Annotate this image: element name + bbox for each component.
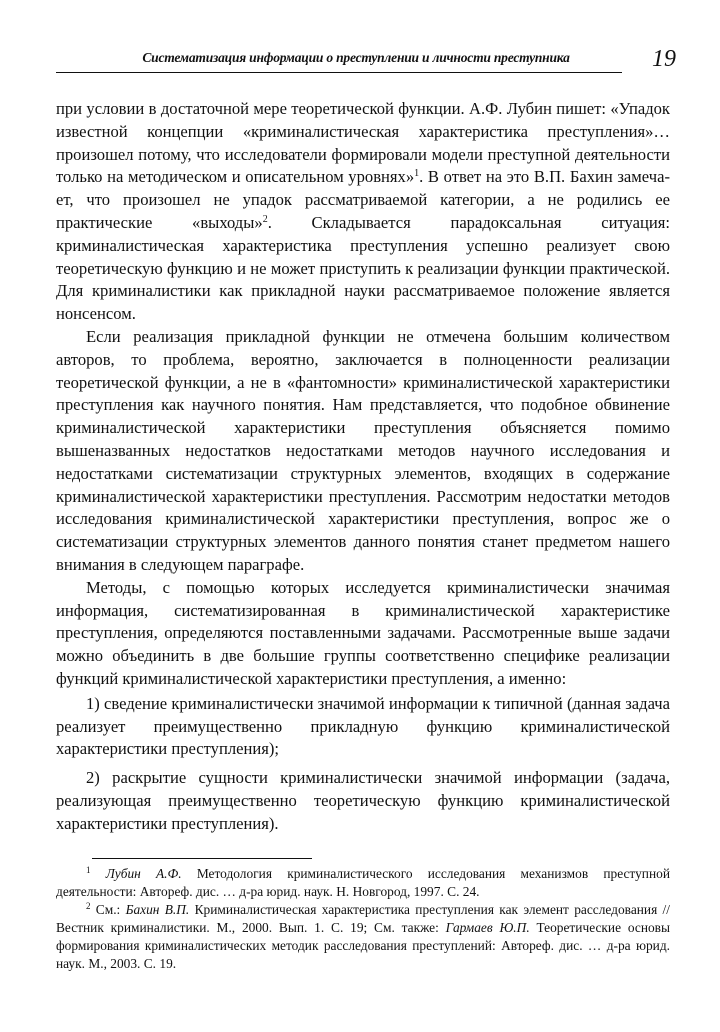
footnote-2 — [56, 901, 670, 973]
footnote-ref-1: 1 — [414, 168, 420, 180]
paragraph-1 — [56, 98, 670, 326]
paragraph-1-part-a: при условии в достаточной мере теоретической функции. А.Ф. Лубин пишет: «Упадок известной концепции «криминалистическая характеристика преступления»… произошел потому, что исследователи формировали модели преступной деятельности только на методическом и описательном уровнях» — [56, 99, 670, 187]
footnote-2-text-1: Криминалистическая характеристика преступления как элемент расследования // Вестник криминалистики. М., 2000. Вып. 1. С. 19; См. также: — [56, 902, 670, 935]
footnote-1-author: Лубин А.Ф. — [105, 866, 182, 881]
footnote-rule — [92, 858, 312, 859]
footnote-1 — [56, 865, 670, 901]
page-number: 19 — [652, 46, 676, 72]
footnote-1-text: Методология криминалистического исследования механизмов преступной деятельности: Автореф. дис. … д-ра юрид. наук. Н. Новгород, 1997. С. 24. — [56, 866, 670, 899]
footnote-2-mark: 2 — [86, 901, 91, 911]
footnote-2-text-2: Теоретические основы формирования криминалистических методик расследования преступлений: Автореф. дис. … д-ра юрид. наук. М., 2003. С. 19. — [56, 920, 670, 971]
paragraph-2: Если реализация прикладной функции не отмечена большим количеством авторов, то проблема, вероятно, заключается в полноценности реализации теоретической функции, а не в «фантомности» криминалистической характеристики преступления как научного понятия. Нам представляется, что подобное обвинение криминалистической характеристики преступления объясняется помимо вышеназванных недостатков недостатками методов научного исследования и недостатками систематизации структурных элементов, входящих в содержание криминалистической характеристики преступления. Рассмотрим недостатки методов исследования криминалистической характеристики преступления, вопрос же о систематизации структурных элементов данного понятия станет предметом нашего внимания в следующем параграфе. — [56, 326, 670, 574]
footnotes — [56, 865, 670, 973]
footnote-ref-2: 2 — [262, 213, 268, 225]
footnote-2-prefix: См.: — [90, 902, 126, 917]
paragraph-3: Методы, с помощью которых исследуется криминалистически значимая информация, систематизированная в криминалистической характеристике преступления, определяются поставленными задачами. Рассмотренные выше задачи можно объединить в две большие группы соответственно специфике реализации функций криминалистической характеристики преступления, а именно: — [56, 577, 670, 688]
footnote-2-author-2: Гармаев Ю.П. — [445, 920, 530, 935]
running-title: Систематизация информации о преступлении и личности преступника — [142, 50, 570, 65]
main-text — [56, 98, 670, 836]
list-item-1: 1) сведение криминалистически значимой информации к типичной (данная задача реализует преимущественно прикладную функцию криминалистической характеристики преступления); — [56, 693, 670, 759]
footnote-1-mark: 1 — [86, 865, 91, 875]
paragraph-1-part-b: . В ответ на это В.П. Бахин замечает, что произошел не упадок рассматриваемой категории, а не родились ее практические «выходы» — [56, 167, 670, 232]
list-item-2: 2) раскрытие сущности криминалистически значимой информации (задача, реализующая преимущественно теоретическую функцию криминалистической характеристики преступления). — [56, 768, 670, 833]
footnote-2-author-1: Бахин В.П. — [125, 902, 190, 917]
paragraph-1-part-c: . Складывается парадоксальная ситуация: криминалистическая характеристика преступления успешно реализует свою теоретическую функцию и не может приступить к реализации функции практической. Для криминалистики как прикладной науки рассматриваемое положение является нонсенсом. — [56, 212, 670, 324]
running-header — [56, 44, 676, 84]
header-rule — [56, 72, 622, 73]
